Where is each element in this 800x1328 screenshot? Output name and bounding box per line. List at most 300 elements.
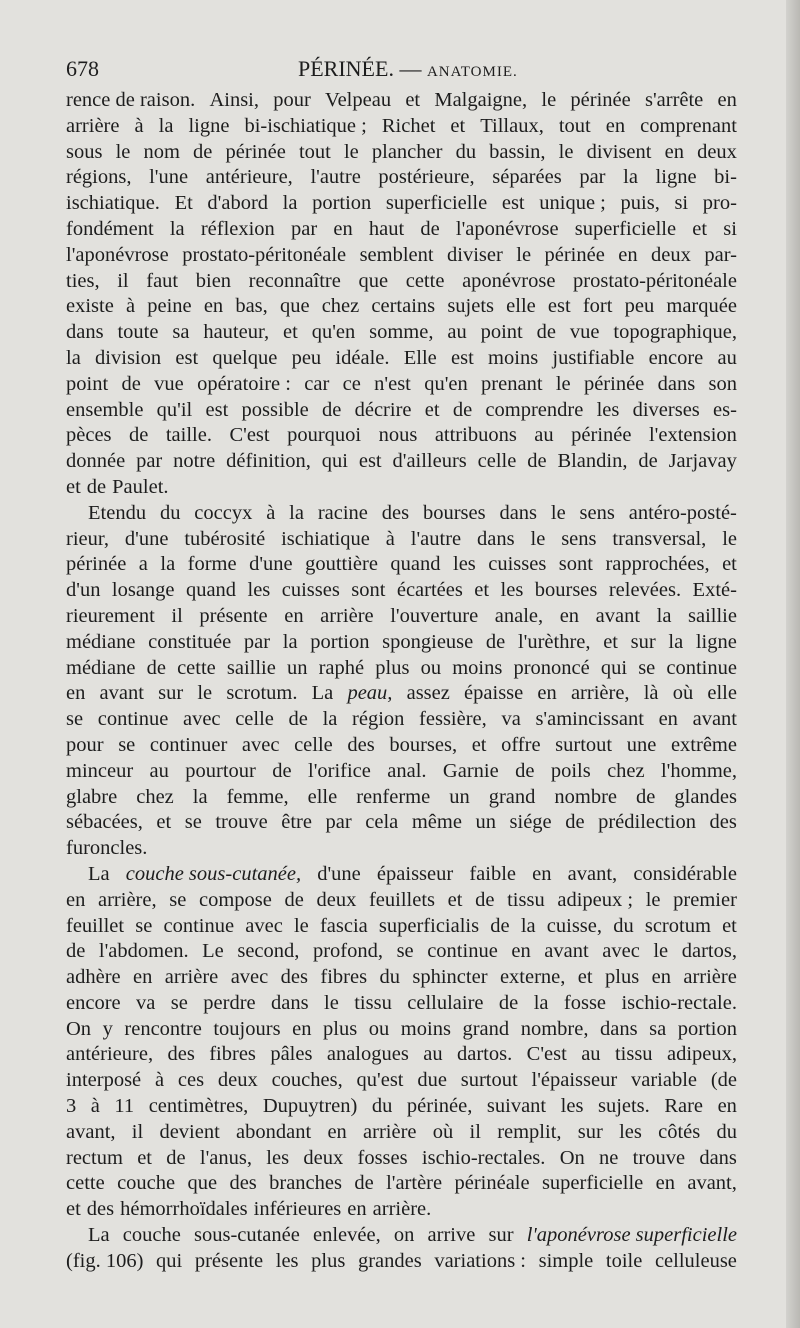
text-line xyxy=(66,552,737,578)
word: pourtour xyxy=(185,759,256,782)
word: arrière xyxy=(164,966,219,989)
word: est xyxy=(175,346,199,369)
word: dans xyxy=(477,527,515,550)
word: et xyxy=(722,553,737,576)
word: en xyxy=(133,966,153,989)
word: est xyxy=(358,450,382,473)
word: de xyxy=(66,940,86,963)
word: portion xyxy=(677,1017,737,1040)
word: en xyxy=(658,708,678,731)
text-line xyxy=(66,501,737,527)
word: vue xyxy=(154,372,184,395)
word: en xyxy=(532,862,552,885)
text-line xyxy=(66,114,737,140)
word: reconnaître xyxy=(248,269,341,292)
word: ischio-rectale. xyxy=(621,991,737,1014)
word: bourses, xyxy=(389,733,458,756)
word: l'épaisseur xyxy=(531,1069,618,1092)
text-line xyxy=(66,836,737,862)
word: bi-ischiatique ; xyxy=(244,114,367,137)
word: externe, xyxy=(499,966,566,989)
word: elle xyxy=(707,682,737,705)
word: le xyxy=(550,501,566,524)
word: s'arrête xyxy=(644,89,704,111)
word: sur xyxy=(630,630,656,653)
word: variations : xyxy=(434,1249,526,1272)
word: médiane xyxy=(66,630,136,653)
word: de xyxy=(121,372,141,395)
word: et xyxy=(692,217,708,240)
word: le xyxy=(293,914,309,937)
word: plus xyxy=(375,656,410,679)
word: et xyxy=(156,811,172,834)
word: rieur, xyxy=(66,527,110,550)
word: se xyxy=(66,708,84,731)
word: encore xyxy=(66,991,121,1014)
word: remplit, xyxy=(497,1120,562,1143)
word: la xyxy=(322,708,338,731)
word: en xyxy=(327,1120,347,1143)
word: en xyxy=(664,140,684,163)
word: glandes xyxy=(674,785,737,808)
word: des xyxy=(86,1198,115,1221)
text-line xyxy=(66,140,737,166)
word: que xyxy=(358,269,389,292)
word: La xyxy=(88,862,110,885)
word: continuer xyxy=(149,733,228,756)
word: celle xyxy=(294,733,333,756)
word: ou xyxy=(368,1017,390,1040)
word: ne xyxy=(599,1146,619,1169)
word: arrière xyxy=(66,114,120,137)
word: avant xyxy=(692,708,737,731)
word: arrière xyxy=(683,966,737,989)
word: épaisse xyxy=(464,682,524,705)
word: cette xyxy=(177,656,216,679)
word: plus xyxy=(605,966,640,989)
word: en xyxy=(66,888,86,911)
word: fessière, xyxy=(419,708,487,731)
word: tout xyxy=(558,114,591,137)
word: Blandin, xyxy=(557,450,628,473)
word: cellulaire xyxy=(407,991,484,1014)
word: ensemble xyxy=(66,398,144,421)
word: le xyxy=(645,888,661,911)
word: l'artère xyxy=(386,1172,443,1195)
word: d'ailleurs xyxy=(392,450,467,473)
word: Rare xyxy=(664,1095,704,1118)
word: le xyxy=(530,527,546,550)
word: de xyxy=(86,475,107,498)
word: comprenant xyxy=(640,114,737,137)
text-line xyxy=(66,1171,737,1197)
word: trouve xyxy=(632,1146,686,1169)
word: la xyxy=(282,630,298,653)
word: de xyxy=(638,450,658,473)
word: fondément xyxy=(66,217,154,240)
word: des xyxy=(229,1172,257,1195)
text-line xyxy=(66,785,737,811)
word: un xyxy=(475,811,496,834)
word: opératoire : xyxy=(197,372,291,395)
word: dans xyxy=(66,321,104,344)
word: losange xyxy=(111,579,175,602)
word: aponévrose xyxy=(462,269,556,292)
word: ligne xyxy=(188,114,230,137)
word: de xyxy=(527,450,547,473)
word: antéro-posté- xyxy=(628,501,737,524)
word: côtés xyxy=(658,1120,701,1143)
word: couche xyxy=(122,1224,181,1247)
word: elle xyxy=(307,785,338,808)
word: marquée xyxy=(666,295,737,318)
text-line xyxy=(66,1068,737,1094)
word: les xyxy=(453,553,476,576)
text-line xyxy=(66,527,737,553)
word: le xyxy=(722,527,737,550)
word: dans xyxy=(600,1017,638,1040)
word: interposé xyxy=(66,1069,142,1092)
word: l'urèthre, xyxy=(517,630,591,653)
word: le xyxy=(555,372,571,395)
word: va xyxy=(501,708,521,731)
word: scrotum. xyxy=(226,682,298,705)
word: d'abord xyxy=(207,192,269,215)
word: l'aponévrose xyxy=(455,217,559,240)
word: antérieure, xyxy=(205,166,293,189)
word: Le xyxy=(202,940,224,963)
word: et xyxy=(474,579,490,602)
word: possible xyxy=(241,398,309,421)
word: cette xyxy=(405,269,445,292)
word: arrière xyxy=(320,604,374,627)
word: bourses xyxy=(534,579,598,602)
word: La xyxy=(311,682,334,705)
word: régions, xyxy=(66,166,132,189)
word: au xyxy=(717,346,737,369)
text-line xyxy=(66,965,737,991)
word: Jarjavay xyxy=(668,450,737,473)
word: à xyxy=(154,1069,165,1092)
header-dash: — xyxy=(399,56,422,81)
word: ties, xyxy=(66,269,100,292)
word: unique ; xyxy=(539,192,606,215)
word: car xyxy=(304,372,330,395)
text-line xyxy=(66,269,737,295)
word: par xyxy=(290,217,318,240)
header-title: PÉRINÉE. xyxy=(298,56,394,81)
word: attribuons xyxy=(434,424,517,447)
word: pour xyxy=(66,733,104,756)
word: existe xyxy=(66,295,114,318)
word: au xyxy=(581,1043,601,1066)
word: en xyxy=(559,604,580,627)
word: est xyxy=(451,346,474,369)
word: par- xyxy=(704,243,737,266)
word: portion xyxy=(312,192,372,215)
word: surtout xyxy=(555,733,613,756)
body-text xyxy=(66,88,737,1275)
word: dans xyxy=(499,501,538,524)
word: de xyxy=(354,1172,374,1195)
word: ou xyxy=(420,656,442,679)
word: de xyxy=(475,888,495,911)
word: l'aponévrose xyxy=(66,243,169,266)
word: les xyxy=(560,1095,584,1118)
word: plus xyxy=(323,1017,358,1040)
word: la xyxy=(656,604,672,627)
word: le xyxy=(653,940,669,963)
word: de xyxy=(636,785,656,808)
word: périnée xyxy=(66,553,127,576)
word: l'extension xyxy=(648,424,737,447)
word: qu'est xyxy=(356,1069,404,1092)
word: des xyxy=(709,811,737,834)
word: du xyxy=(159,501,181,524)
word: quand xyxy=(390,553,441,576)
word: idéale. xyxy=(335,346,390,369)
word: que xyxy=(187,1172,218,1195)
word: certains xyxy=(371,295,436,318)
page-spine-shadow xyxy=(786,0,800,1328)
word: l'abdomen. xyxy=(98,940,189,963)
word: deux xyxy=(697,140,737,163)
text-line xyxy=(66,707,737,733)
word: pèces xyxy=(66,424,112,447)
word: rence de raison. xyxy=(66,89,196,111)
text-line xyxy=(66,243,737,269)
word: d'une xyxy=(249,553,293,576)
word: quand xyxy=(185,579,237,602)
word: celle xyxy=(477,450,517,473)
word: les xyxy=(266,1146,290,1169)
word: chez xyxy=(321,295,360,318)
word: taille. xyxy=(165,424,212,447)
word: nombre xyxy=(554,785,618,808)
word: il xyxy=(117,269,129,292)
word: dans xyxy=(271,991,309,1014)
word: avant, xyxy=(567,862,618,885)
word: écartées xyxy=(396,579,463,602)
word: la xyxy=(169,217,185,240)
word: semblent xyxy=(359,243,434,266)
word: de xyxy=(129,424,149,447)
word: les xyxy=(247,579,271,602)
word: continue xyxy=(427,940,498,963)
word: va xyxy=(136,991,156,1014)
word: la xyxy=(282,192,298,215)
word: a xyxy=(138,553,148,576)
word: en xyxy=(537,682,557,705)
word: les xyxy=(619,1120,642,1143)
word: au xyxy=(423,1043,443,1066)
word: simple xyxy=(538,1249,594,1272)
text-line xyxy=(66,346,737,372)
word: périnée, xyxy=(406,1095,473,1118)
word: de xyxy=(515,759,535,782)
word: tubérosité xyxy=(184,527,266,550)
word: vue xyxy=(569,321,600,344)
word: racine xyxy=(317,501,368,524)
word: nous xyxy=(378,424,418,447)
word: se xyxy=(638,656,656,679)
text-line xyxy=(66,1120,737,1146)
word: centimètres, xyxy=(148,1095,249,1118)
word: bassin, xyxy=(489,140,546,163)
word: Paulet. xyxy=(112,475,169,498)
word: en xyxy=(347,1198,367,1221)
word: grandes xyxy=(357,1249,422,1272)
word: fosse xyxy=(563,991,607,1014)
word: saillie xyxy=(688,604,737,627)
word: avant, xyxy=(66,1120,116,1143)
word: toile xyxy=(605,1249,643,1272)
word: tissu xyxy=(354,991,392,1014)
word: due xyxy=(417,1069,447,1092)
word: des xyxy=(381,501,410,524)
word: prédilection xyxy=(598,811,696,834)
word: 11 xyxy=(114,1095,135,1118)
text-line xyxy=(66,939,737,965)
word: grand xyxy=(462,1017,510,1040)
word: le xyxy=(324,991,339,1014)
word: présente xyxy=(199,604,268,627)
word: décrire xyxy=(354,398,412,421)
word: notre xyxy=(173,450,216,473)
word: à xyxy=(134,114,144,137)
word: poils xyxy=(550,759,591,782)
word: bas, xyxy=(235,295,268,318)
word: superficielle xyxy=(541,1172,644,1195)
text-line xyxy=(66,1249,737,1275)
text-line xyxy=(66,398,737,424)
word: le xyxy=(558,140,574,163)
word: à xyxy=(125,295,136,318)
word: une xyxy=(626,733,657,756)
word: et xyxy=(66,475,81,498)
word: postérieure, xyxy=(378,166,475,189)
word: de xyxy=(498,991,519,1014)
word: moins xyxy=(488,346,539,369)
word: qui xyxy=(321,450,348,473)
word: couche xyxy=(117,1172,176,1195)
word: topographique, xyxy=(613,321,737,344)
text-line xyxy=(66,423,737,449)
word: du xyxy=(379,966,400,989)
word: et xyxy=(137,1146,152,1169)
word: hauteur, xyxy=(203,321,270,344)
word: sphincter xyxy=(412,966,488,989)
word: inférieures xyxy=(253,1198,342,1221)
word: toute xyxy=(117,321,159,344)
word: continue xyxy=(97,708,169,731)
word: arrive xyxy=(427,1224,476,1247)
word: couches, xyxy=(271,1069,343,1092)
word: l'autre xyxy=(310,166,361,189)
word: l'une xyxy=(149,166,189,189)
text-line xyxy=(66,1197,737,1223)
word: relevées. xyxy=(608,579,682,602)
word: feuillets xyxy=(368,888,436,911)
word: ischiatique xyxy=(281,527,370,550)
running-title xyxy=(298,56,518,82)
word: surtout xyxy=(460,1069,518,1092)
word: offre xyxy=(501,733,541,756)
word: en xyxy=(333,217,353,240)
word: de xyxy=(193,140,213,163)
word: arrière. xyxy=(372,1198,432,1221)
word: es- xyxy=(713,398,737,421)
word: sens xyxy=(579,501,615,524)
word: tout xyxy=(298,140,331,163)
word: deux xyxy=(651,243,691,266)
word: ce xyxy=(342,372,361,395)
word: profond, xyxy=(312,940,383,963)
text-line xyxy=(66,578,737,604)
text-line xyxy=(66,1042,737,1068)
word: anale, xyxy=(494,604,544,627)
word: arrière, xyxy=(570,682,630,705)
text-line xyxy=(66,862,737,888)
word: et xyxy=(450,114,466,137)
word: chez xyxy=(607,759,645,782)
word: au xyxy=(149,759,169,782)
word: Ainsi, xyxy=(209,89,259,111)
word: des xyxy=(347,733,375,756)
word: est xyxy=(501,192,525,215)
word: qui xyxy=(600,656,628,679)
word: séparées xyxy=(492,166,562,189)
word: à xyxy=(90,1095,100,1118)
word: quelque xyxy=(212,346,278,369)
word: Dupuytren) xyxy=(262,1095,358,1118)
word: périnée xyxy=(544,243,605,266)
word: coccyx xyxy=(194,501,253,524)
word: ligne xyxy=(695,630,737,653)
word: Garnie xyxy=(442,759,499,782)
word: avant xyxy=(595,604,641,627)
word: La xyxy=(88,1224,110,1247)
text-line xyxy=(66,759,737,785)
word: où xyxy=(672,682,694,705)
word: adipeux ; xyxy=(557,888,634,911)
word: des xyxy=(167,1043,195,1066)
word: les xyxy=(500,579,524,602)
word: s'amincissant xyxy=(535,708,644,731)
word: Richet xyxy=(381,114,436,137)
word: Exté- xyxy=(692,579,737,602)
word: tissu xyxy=(614,1043,653,1066)
text-line xyxy=(66,604,737,630)
word: l'orifice xyxy=(308,759,371,782)
word: et xyxy=(471,733,487,756)
word: constituée xyxy=(148,630,232,653)
word: point xyxy=(66,372,109,395)
word: se xyxy=(396,940,414,963)
word: anal. xyxy=(387,759,427,782)
word: gouttière xyxy=(305,553,378,576)
word: et xyxy=(722,914,737,937)
word: chez xyxy=(136,785,174,808)
word: diverses xyxy=(632,398,700,421)
text-line xyxy=(66,88,737,114)
word: rapprochées, xyxy=(605,553,710,576)
word: compose xyxy=(198,888,272,911)
word: en xyxy=(284,604,304,627)
word: peau, xyxy=(347,682,393,705)
word: de xyxy=(284,888,304,911)
word: branches xyxy=(269,1172,342,1195)
